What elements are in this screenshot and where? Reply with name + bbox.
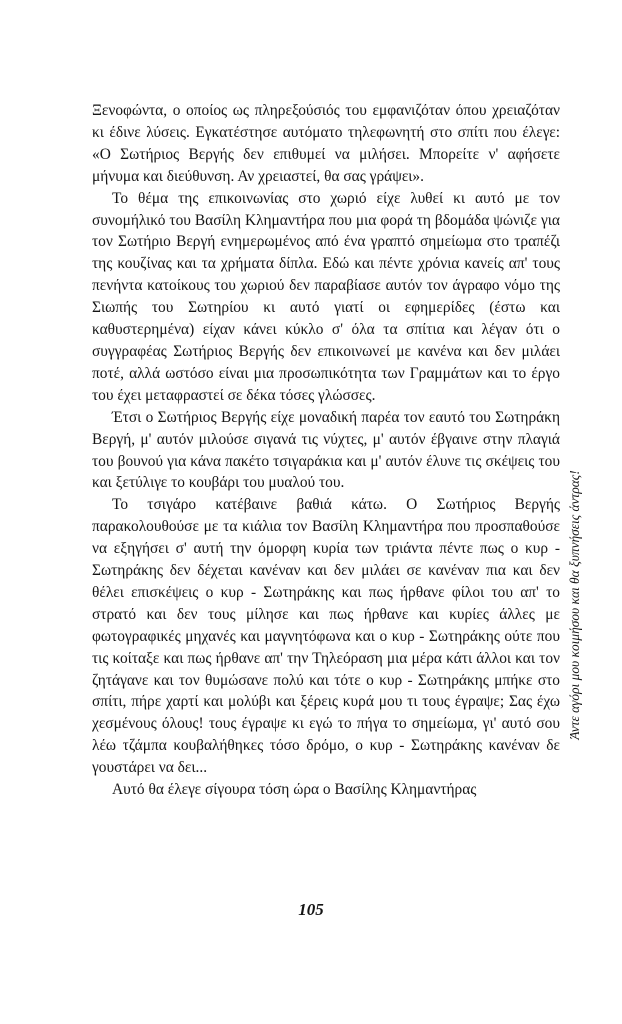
paragraph-5: Αυτό θα έλεγε σίγουρα τόση ώρα ο Βασίλης Κλημαντήρας — [112, 781, 477, 799]
paragraph-2: Το θέμα της επικοινωνίας στο χωριό είχε λυθεί κι αυτό με τον συνομήλικό του Βασίλη Κλημαντήρα που μια φορά τη βδομάδα ψώνιζε για τον Σωτήριο Βεργή ενημερωμένος από ένα γραπτό σημείωμα στο τραπέζι της κουζίνας και τα χρήματα δίπλα. Εδώ και πέντε χρόνια κανείς απ' τους πενήντα κατοίκους του χωριού δεν παραβίασε αυτόν τον άγραφο νόμο της Σιωπής του Σωτηρίου κι αυτό γιατί οι εφημερίδες (έστω και καθυστερημένα) είχαν κάνει κύκλο σ' όλα τα σπίτια και λέγαν ότι ο συγγραφέας Σωτήριος Βεργής δεν επικοινωνεί με κανένα και δεν μιλάει ποτέ, αλλά ωστόσο είναι μια προσωπικότητα των Γραμμάτων και το έργο του έχει μεταφραστεί σε δέκα τόσες γλώσσες. — [92, 189, 560, 404]
paragraph-3: Έτσι ο Σωτήριος Βεργής είχε μοναδική παρέα τον εαυτό του Σωτηράκη Βεργή, μ' αυτόν μιλούσε σιγανά τις νύχτες, μ' αυτόν έβγαινε στην πλαγιά του βουνού για κάνα πακέτο τσιγαράκια και μ' αυτόν έλυνε τις σκέψεις του και ξετύλιγε το κουβάρι του μυαλού του. — [92, 408, 560, 492]
page-number: 105 — [298, 900, 324, 919]
paragraph-1: Ξενοφώντα, ο οποίος ως πληρεξούσιός του εμφανιζόταν όπου χρειαζόταν κι έδινε λύσεις. Εγκατέστησε αυτόματο τηλεφωνητή στο σπίτι που έλεγε: «Ο Σωτήριος Βεργής δεν επιθυμεί να μιλήσει. Μπορείτε ν' αφήσετε μήνυμα και διεύθυνση. Αν χρειαστεί, θα σας γράψει». — [92, 102, 560, 185]
paragraph-4: Το τσιγάρο κατέβαινε βαθιά κάτω. Ο Σωτήριος Βεργής παρακολουθούσε με τα κιάλια τον Βασίλη Κλημαντήρα που προσπαθούσε να εξηγήσει σ' αυτή την όμορφη κυρία των τριάντα πέντε πως ο κυρ - Σωτηράκης δεν δέχεται κανέναν και δεν μιλάει σε κανέναν πια και δεν θέλει επισκέψεις ο κυρ - Σωτηράκης και πως ήρθανε φίλοι του απ' το στρατό και δεν τους μίλησε και πως ήρθανε και κυρίες άλλες με φωτογραφικές μηχανές και μαγνητόφωνα και ο κυρ - Σωτηράκης ούτε που τις κοίταξε και πως ήρθανε απ' την Τηλεόραση μια μέρα κάτι άλλοι και τον ζητάγανε και τον θυμώσανε πολύ και τότε ο κυρ - Σωτηράκης μπήκε στο σπίτι, πήρε χαρτί και μολύβι και ξέρεις κυρά μου τι τους έγραψε; Σας έχω χεσμένους όλους! τους έγραψε κι εγώ το πήγα το σημείωμα, γι' αυτό σου λέω τζάμπα κουβαλήθηκες τόσο δρόμο, ο κυρ - Σωτηράκης κανέναν δε γουστάρει να δει... — [92, 496, 560, 777]
side-note — [564, 470, 586, 740]
side-note-text: Άντε αγόρι μου κοιμήσου και θα ξυπνήσεις άντρας! — [567, 470, 582, 740]
body-text — [92, 100, 560, 801]
